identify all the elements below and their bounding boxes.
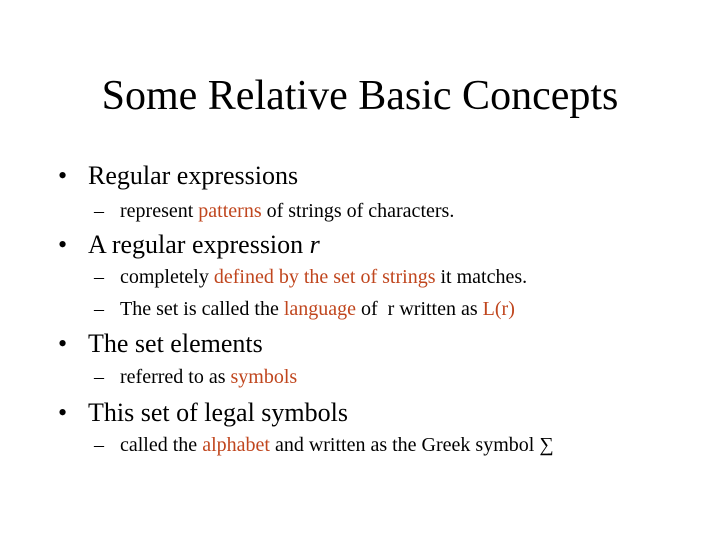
sub-text: completely <box>120 266 214 288</box>
dash-icon: – <box>94 266 104 288</box>
slide-title: Some Relative Basic Concepts <box>101 73 619 119</box>
sub-text: and written as the Greek symbol ∑ <box>269 434 554 456</box>
sub-text: it matches. <box>435 266 528 288</box>
bullet-text: Regular expressions <box>88 161 299 190</box>
sub-text: of strings of characters. <box>261 200 455 222</box>
sub-text: of r written as <box>356 298 483 320</box>
bullet-icon: • <box>58 329 68 358</box>
bullet-the-set-elements <box>58 328 263 360</box>
sub-bullet-referred-to-as-symbols <box>94 364 297 390</box>
highlight-text: language <box>283 298 357 320</box>
sub-text: The set is called the <box>120 298 284 320</box>
highlight-text: symbols <box>230 366 298 388</box>
sub-text: referred to as <box>120 366 231 388</box>
sub-text: called the <box>120 434 203 456</box>
dash-icon: – <box>94 298 104 320</box>
bullet-this-set-of-legal-symbols <box>58 397 348 429</box>
bullet-icon: • <box>58 398 68 427</box>
dash-icon: – <box>94 200 104 222</box>
bullet-icon: • <box>58 161 68 190</box>
sub-bullet-represent-patterns <box>94 198 454 224</box>
sub-bullet-set-is-called-language <box>94 296 515 322</box>
sub-text: represent <box>120 200 199 222</box>
dash-icon: – <box>94 434 104 456</box>
bullet-text: A regular expression <box>88 230 310 259</box>
sub-bullet-called-the-alphabet <box>94 432 554 458</box>
highlight-text: defined by the set of strings <box>213 266 436 288</box>
highlight-text: alphabet <box>202 434 270 456</box>
dash-icon: – <box>94 366 104 388</box>
sub-bullet-completely-defined <box>94 264 527 290</box>
bullet-a-regular-expression <box>58 229 320 261</box>
variable-r: r <box>309 230 320 259</box>
bullet-text: The set elements <box>88 329 263 358</box>
bullet-text: This set of legal symbols <box>88 398 348 427</box>
highlight-text: patterns <box>198 200 262 222</box>
highlight-text: L(r) <box>482 298 515 320</box>
bullet-regular-expressions <box>58 160 298 192</box>
bullet-icon: • <box>58 230 68 259</box>
